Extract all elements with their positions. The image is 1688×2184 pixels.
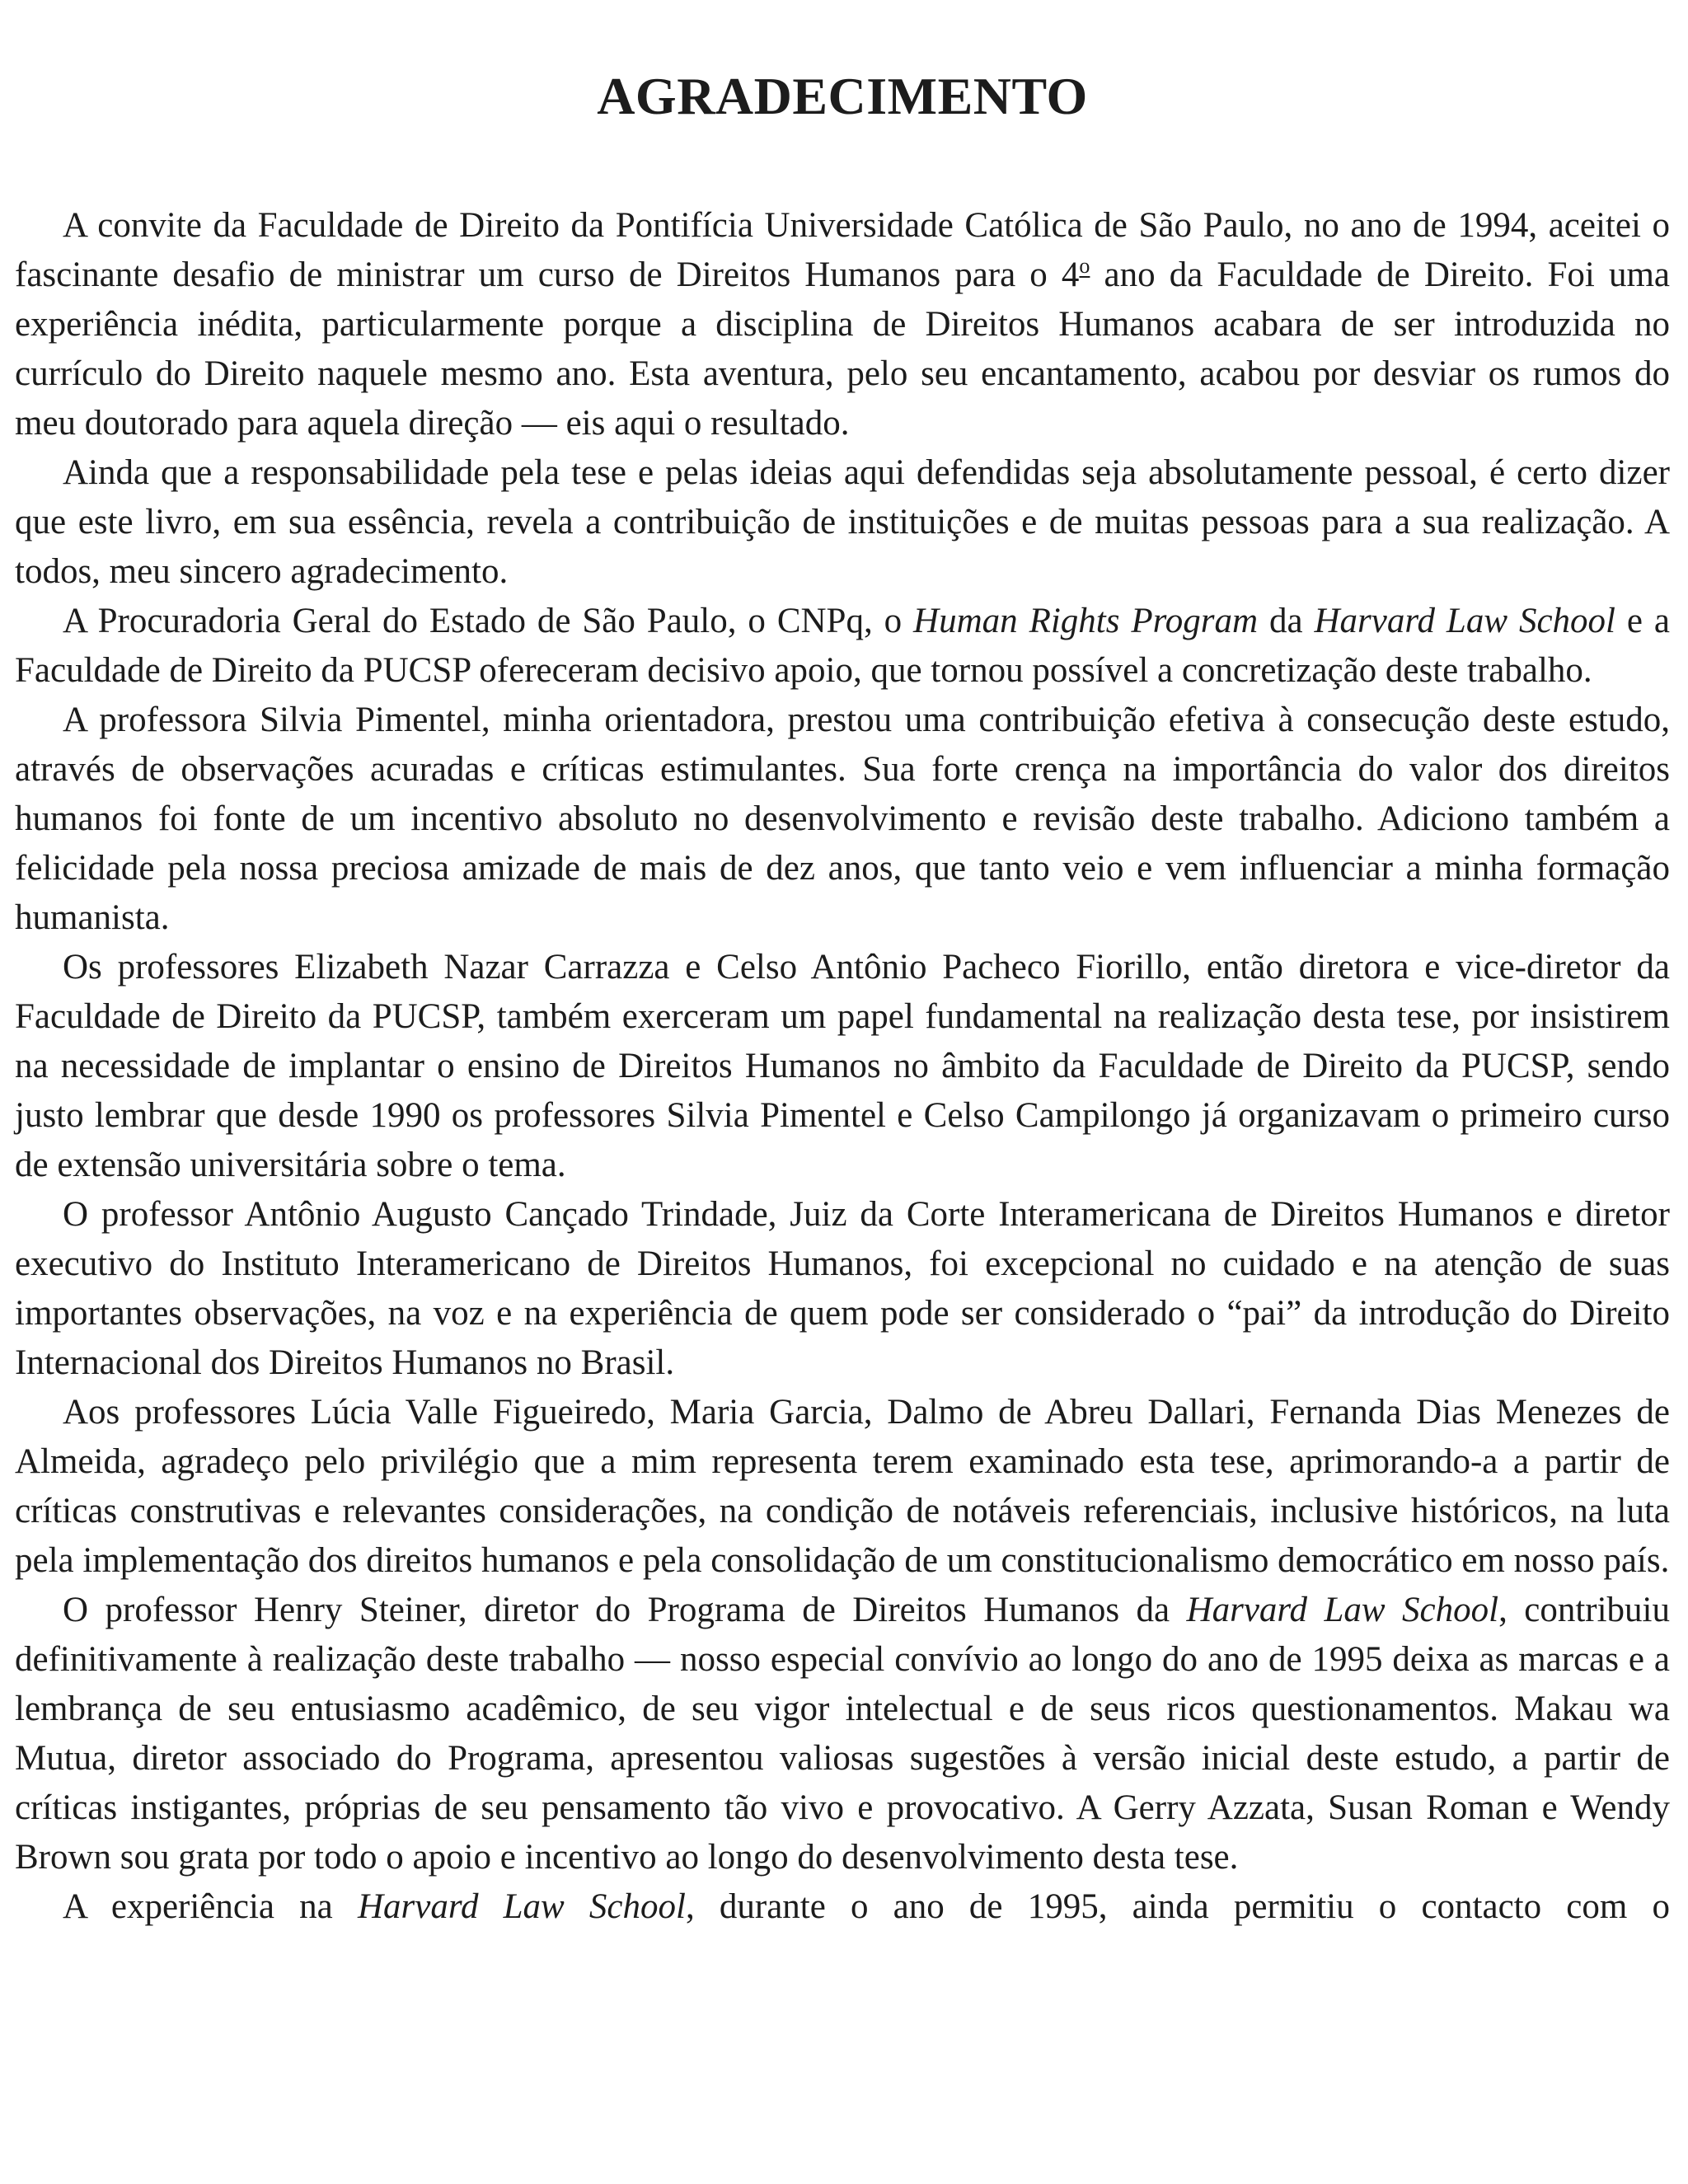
paragraph-3-text-c: e a Faculdade de Direito da PUCSP ofereceram decisivo apoio, que tornou possível a concretização deste trabalho. bbox=[15, 602, 1670, 690]
paragraph-8 bbox=[15, 1586, 1670, 1882]
paragraph-3-text-b: da bbox=[1258, 602, 1315, 640]
paragraph-3 bbox=[15, 597, 1670, 696]
document-page bbox=[15, 0, 1670, 1932]
paragraph-9-italic-school: Harvard Law School bbox=[357, 1887, 686, 1926]
ordinal-indicator: o bbox=[1079, 254, 1090, 278]
paragraph-9-text-a: A experiência na bbox=[63, 1887, 358, 1926]
paragraph-3-italic-program: Human Rights Program bbox=[913, 602, 1259, 640]
paragraph-6: O professor Antônio Augusto Cançado Trindade, Juiz da Corte Interamericana de Direitos Humanos e diretor executivo do Instituto Interamericano de Direitos Humanos, foi excepcional no cuidado e na atenção de suas importantes observações, na voz e na experiência de quem pode ser considerado o “pai” da introdução do Direito Internacional dos Direitos Humanos no Brasil. bbox=[15, 1195, 1670, 1382]
paragraph-8-italic-school: Harvard Law School bbox=[1186, 1591, 1499, 1629]
paragraph-8-text-a: O professor Henry Steiner, diretor do Programa de Direitos Humanos da bbox=[63, 1591, 1187, 1629]
paragraph-5: Os professores Elizabeth Nazar Carrazza e Celso Antônio Pacheco Fiorillo, então diretora e vice-diretor da Faculdade de Direito da PUCSP, também exerceram um papel fundamental na realização desta tese, por insistirem na necessidade de implantar o ensino de Direitos Humanos no âmbito da Faculdade de Direito da PUCSP, sendo justo lembrar que desde 1990 os professores Silvia Pimentel e Celso Campilongo já organizavam o primeiro curso de extensão universitária sobre o tema. bbox=[15, 948, 1670, 1184]
paragraph-2: Ainda que a responsabilidade pela tese e pelas ideias aqui defendidas seja absolutamente pessoal, é certo dizer que este livro, em sua essência, revela a contribuição de instituições e de muitas pessoas para a sua realização. A todos, meu sincero agradecimento. bbox=[15, 453, 1670, 591]
paragraph-1-text-a: A convite da Faculdade de Direito da Pontifícia Universidade Católica de São Paulo, no ano de 1994, aceitei o fascinante desafio de ministrar um curso de Direitos Humanos para o 4 bbox=[15, 206, 1670, 294]
paragraph-9 bbox=[15, 1882, 1670, 1932]
paragraph-1-text-b: ano da Faculdade de Direito. Foi uma experiência inédita, particularmente porque a disciplina de Direitos Humanos acabara de ser introduzida no currículo do Direito naquele mesmo ano. Esta aventura, pelo seu encantamento, acabou por desviar os rumos do meu doutorado para aquela direção — eis aqui o resultado. bbox=[15, 255, 1671, 443]
paragraph-7: Aos professores Lúcia Valle Figueiredo, Maria Garcia, Dalmo de Abreu Dallari, Fernanda Dias Menezes de Almeida, agradeço pelo privilégio que a mim representa terem examinado esta tese, aprimorando-a a partir de críticas construtivas e relevantes considerações, na condição de notáveis referenciais, inclusive históricos, na luta pela implementação dos direitos humanos e pela consolidação de um constitucionalismo democrático em nosso país. bbox=[15, 1393, 1670, 1580]
paragraph-3-italic-school: Harvard Law School bbox=[1314, 602, 1615, 640]
paragraph-3-text-a: A Procuradoria Geral do Estado de São Paulo, o CNPq, o bbox=[63, 602, 914, 640]
body-text bbox=[15, 201, 1670, 1932]
paragraph-8-text-b: , contribuiu definitivamente à realização deste trabalho — nosso especial convívio ao longo do ano de 1995 deixa as marcas e a lembrança de seu entusiasmo acadêmico, de seu vigor intelectual e de seus ricos questionamentos. Makau wa Mutua, diretor associado do Programa, apresentou valiosas sugestões à versão inicial deste estudo, a partir de críticas instigantes, próprias de seu pensamento tão vivo e provocativo. A Gerry Azzata, Susan Roman e Wendy Brown sou grata por todo o apoio e incentivo ao longo do desenvolvimento desta tese. bbox=[15, 1591, 1670, 1877]
paragraph-9-text-b: , durante o ano de 1995, ainda permitiu o contacto com o bbox=[685, 1887, 1671, 1926]
paragraph-4: A professora Silvia Pimentel, minha orientadora, prestou uma contribuição efetiva à consecução deste estudo, através de observações acuradas e críticas estimulantes. Sua forte crença na importância do valor dos direitos humanos foi fonte de um incentivo absoluto no desenvolvimento e revisão deste trabalho. Adiciono também a felicidade pela nossa preciosa amizade de mais de dez anos, que tanto veio e vem influenciar a minha formação humanista. bbox=[15, 701, 1670, 937]
paragraph-1 bbox=[15, 201, 1670, 448]
page-title: AGRADECIMENTO bbox=[597, 67, 1088, 125]
